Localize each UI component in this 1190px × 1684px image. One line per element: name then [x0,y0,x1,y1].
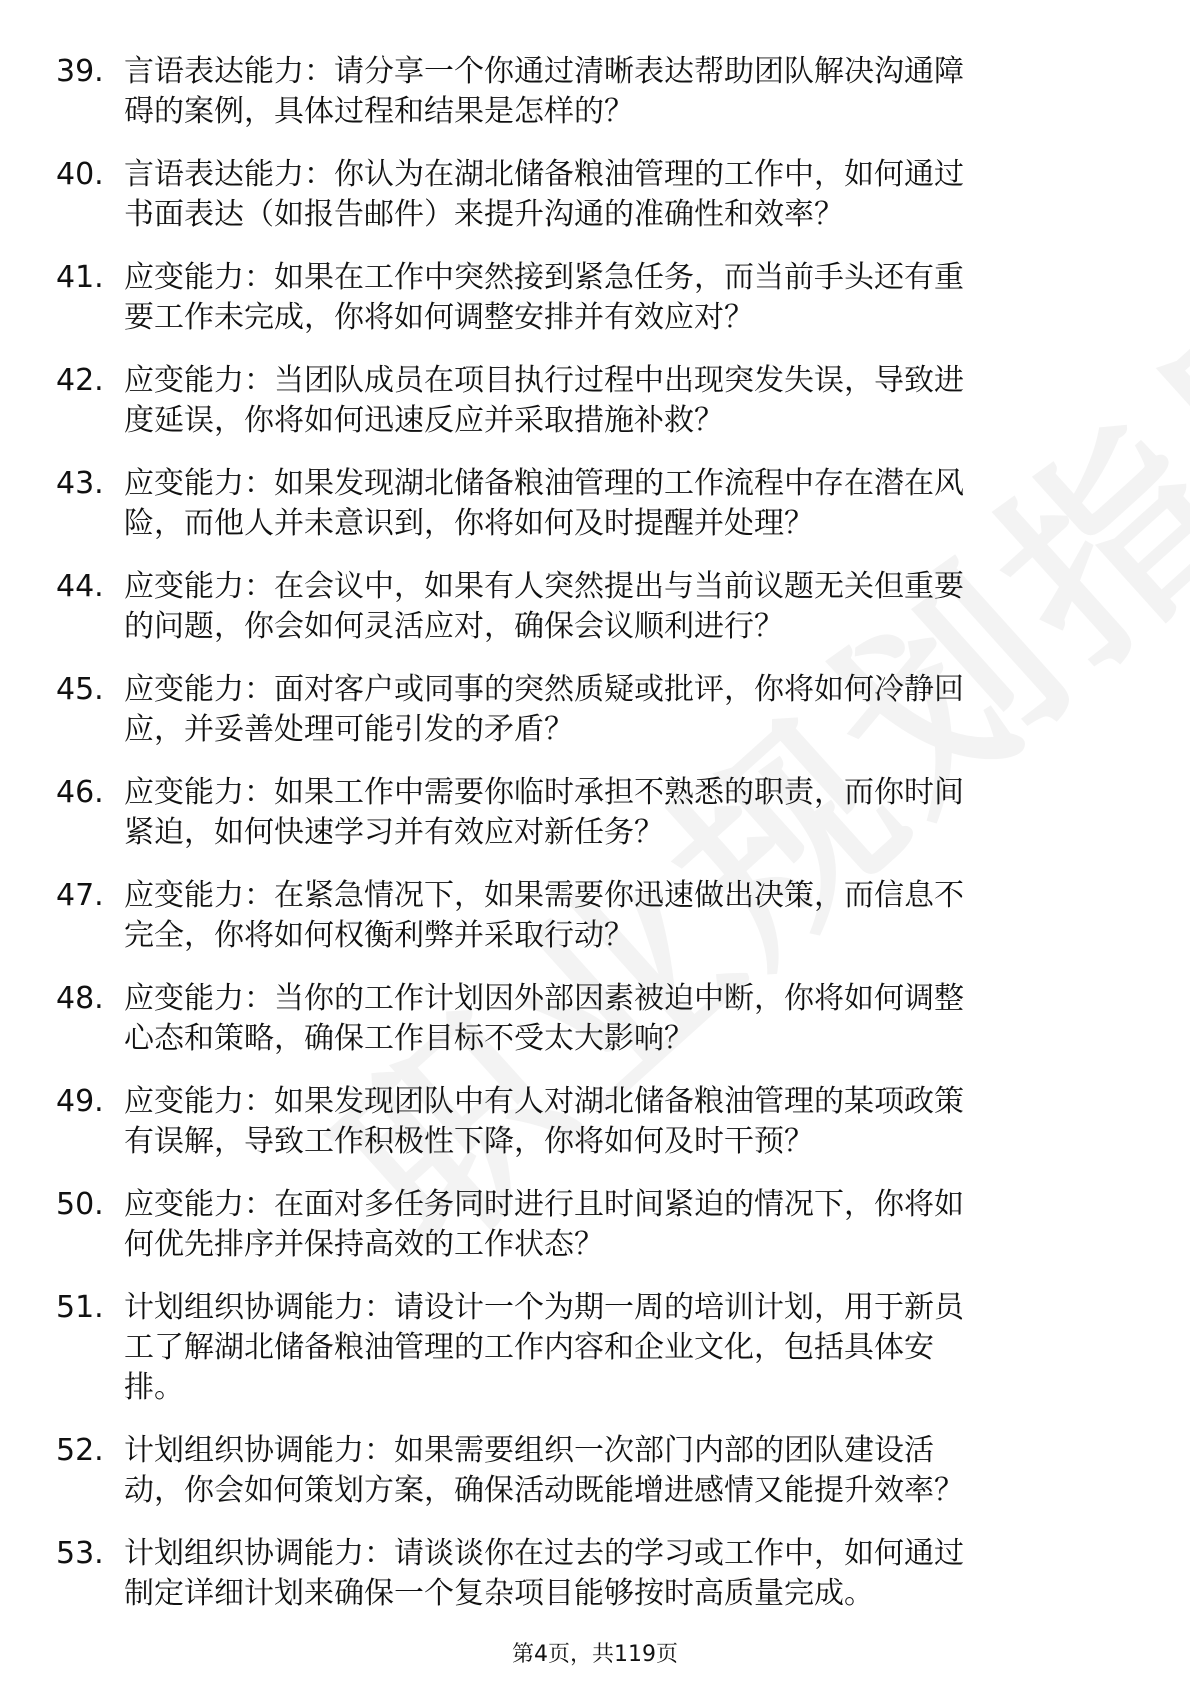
question-number: 49. [56,1084,104,1119]
question-number: 52. [56,1433,104,1468]
question-item [0,773,1190,853]
question-line: 有误解，导致工作积极性下降，你将如何及时干预？ [124,1124,814,1159]
question-line: 应变能力：在会议中，如果有人突然提出与当前议题无关但重要 [124,569,964,604]
question-text [124,464,1114,544]
question-number: 46. [56,775,104,810]
question-number: 44. [56,569,104,604]
question-line: 动，你会如何策划方案，确保活动既能增进感情又能提升效率？ [124,1473,964,1508]
question-number: 48. [56,981,104,1016]
question-text [124,773,1114,853]
question-line: 度延误，你将如何迅速反应并采取措施补救？ [124,403,724,438]
question-line: 工了解湖北储备粮油管理的工作内容和企业文化，包括具体安 [124,1330,934,1365]
question-text [124,52,1114,132]
question-item [0,1288,1190,1408]
question-line: 言语表达能力：你认为在湖北储备粮油管理的工作中，如何通过 [124,157,964,192]
question-item [0,155,1190,235]
question-item [0,876,1190,956]
question-number: 53. [56,1536,104,1571]
page-footer: 第4页，共119页 [512,1642,678,1667]
question-text [124,155,1114,235]
question-text [124,567,1114,647]
question-item [0,52,1190,132]
question-line: 心态和策略，确保工作目标不受太大影响？ [124,1021,694,1056]
question-line: 言语表达能力：请分享一个你通过清晰表达帮助团队解决沟通障 [124,54,964,89]
question-line: 应变能力：在紧急情况下，如果需要你迅速做出决策，而信息不 [124,878,964,913]
question-number: 45. [56,672,104,707]
question-item [0,979,1190,1059]
question-item [0,361,1190,441]
question-line: 计划组织协调能力：如果需要组织一次部门内部的团队建设活 [124,1433,934,1468]
question-number: 50. [56,1187,104,1222]
question-line: 的问题，你会如何灵活应对，确保会议顺利进行？ [124,609,784,644]
question-line: 何优先排序并保持高效的工作状态？ [124,1227,604,1262]
question-text [124,361,1114,441]
question-text [124,1534,1114,1614]
question-line: 完全，你将如何权衡利弊并采取行动？ [124,918,634,953]
question-item [0,1082,1190,1162]
question-line: 应变能力：如果发现团队中有人对湖北储备粮油管理的某项政策 [124,1084,964,1119]
question-number: 43. [56,466,104,501]
question-text [124,258,1114,338]
question-item [0,1431,1190,1511]
question-text [124,979,1114,1059]
question-line: 险，而他人并未意识到，你将如何及时提醒并处理？ [124,506,814,541]
question-line: 应变能力：当团队成员在项目执行过程中出现突发失误，导致进 [124,363,964,398]
question-number: 39. [56,54,104,89]
question-number: 40. [56,157,104,192]
question-line: 计划组织协调能力：请设计一个为期一周的培训计划，用于新员 [124,1290,964,1325]
question-number: 41. [56,260,104,295]
question-item [0,258,1190,338]
question-line: 碍的案例，具体过程和结果是怎样的？ [124,94,634,129]
question-item [0,1534,1190,1614]
question-number: 47. [56,878,104,913]
question-line: 应，并妥善处理可能引发的矛盾？ [124,712,574,747]
question-line: 要工作未完成，你将如何调整安排并有效应对？ [124,300,754,335]
question-line: 紧迫，如何快速学习并有效应对新任务？ [124,815,664,850]
question-text [124,876,1114,956]
question-line: 书面表达（如报告邮件）来提升沟通的准确性和效率？ [124,197,844,232]
question-text [124,1082,1114,1162]
question-item [0,464,1190,544]
question-number: 42. [56,363,104,398]
question-list [0,52,1190,1637]
question-line: 排。 [124,1370,184,1405]
question-text [124,670,1114,750]
question-text [124,1288,1114,1408]
question-line: 应变能力：如果发现湖北储备粮油管理的工作流程中存在潜在风 [124,466,964,501]
question-item [0,567,1190,647]
question-item [0,670,1190,750]
question-line: 应变能力：在面对多任务同时进行且时间紧迫的情况下，你将如 [124,1187,964,1222]
question-line: 应变能力：面对客户或同事的突然质疑或批评，你将如何冷静回 [124,672,964,707]
question-text [124,1185,1114,1265]
question-line: 应变能力：如果工作中需要你临时承担不熟悉的职责，而你时间 [124,775,964,810]
question-item [0,1185,1190,1265]
question-text [124,1431,1114,1511]
question-line: 计划组织协调能力：请谈谈你在过去的学习或工作中，如何通过 [124,1536,964,1571]
question-number: 51. [56,1290,104,1325]
question-line: 应变能力：当你的工作计划因外部因素被迫中断，你将如何调整 [124,981,964,1016]
question-line: 应变能力：如果在工作中突然接到紧急任务，而当前手头还有重 [124,260,964,295]
question-line: 制定详细计划来确保一个复杂项目能够按时高质量完成。 [124,1576,874,1611]
